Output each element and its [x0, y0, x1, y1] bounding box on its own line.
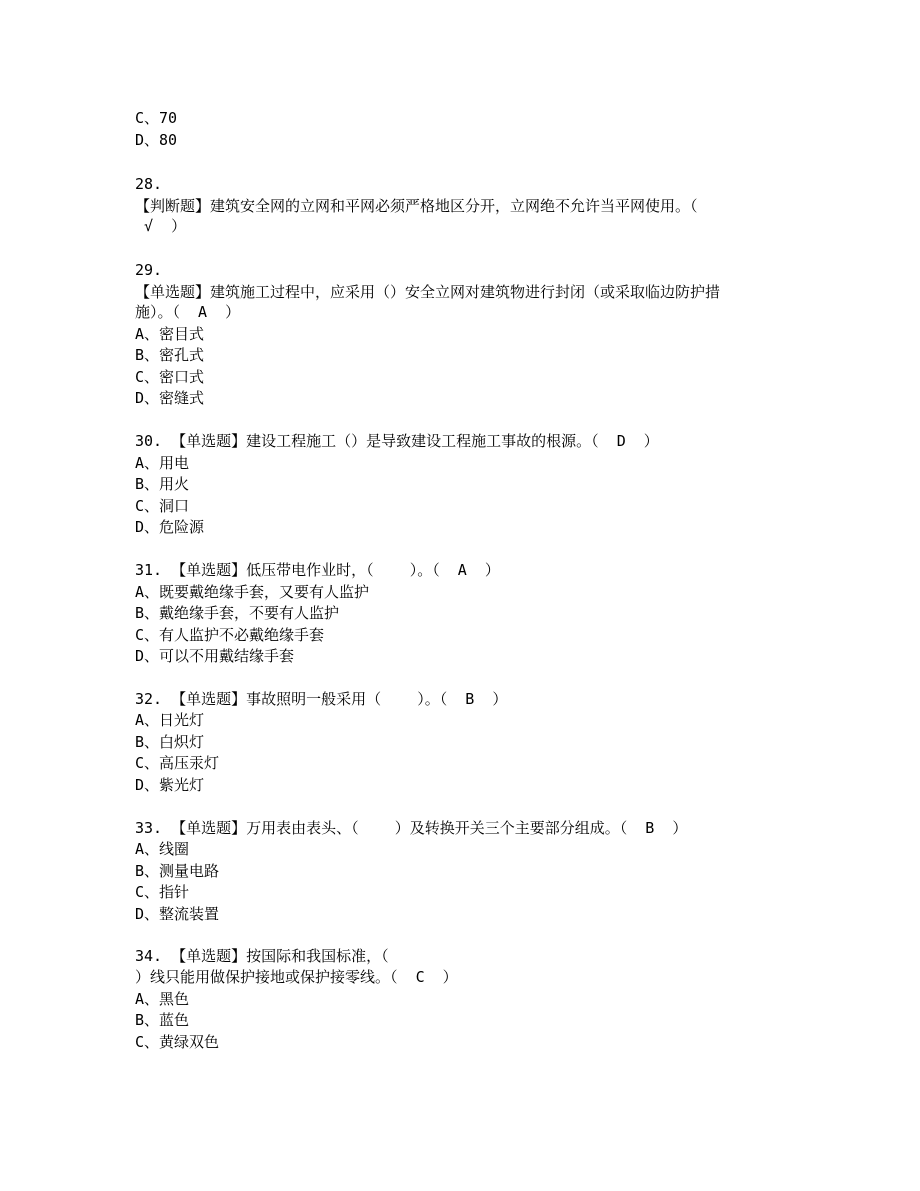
q31-stem: 31. 【单选题】低压带电作业时，（ ）。（ A ） [135, 561, 500, 579]
q30-option-b: B、用火 [135, 475, 190, 493]
q31-option-a: A、既要戴绝缘手套，又要有人监护 [135, 583, 370, 601]
q28-stem-line1: 【判断题】建筑安全网的立网和平网必须严格地区分开，立网绝不允许当平网使用。（ [135, 197, 698, 215]
q31-option-b: B、戴绝缘手套，不要有人监护 [135, 604, 340, 622]
q27-option-d: D、80 [135, 131, 178, 149]
q34-option-b: B、蓝色 [135, 1011, 190, 1029]
q33-option-a: A、线圈 [135, 840, 190, 858]
q33-option-c: C、指针 [135, 883, 190, 901]
q32-option-b: B、白炽灯 [135, 733, 205, 751]
q34-option-c: C、黄绿双色 [135, 1033, 220, 1051]
q32-stem: 32. 【单选题】事故照明一般采用（ ）。（ B ） [135, 690, 508, 708]
q33-option-b: B、测量电路 [135, 862, 220, 880]
q31-option-d: D、可以不用戴结缘手套 [135, 647, 295, 665]
q30-option-a: A、用电 [135, 454, 190, 472]
q29-option-d: D、密缝式 [135, 389, 205, 407]
q31-option-c: C、有人监护不必戴绝缘手套 [135, 626, 325, 644]
q28-number: 28. [135, 175, 163, 193]
q30-option-c: C、洞口 [135, 497, 190, 515]
q29-stem-line2: 施）。（ A ） [135, 303, 241, 321]
q29-option-a: A、密目式 [135, 325, 205, 343]
q30-stem: 30. 【单选题】建设工程施工（）是导致建设工程施工事故的根源。（ D ） [135, 432, 659, 450]
q32-option-a: A、日光灯 [135, 711, 205, 729]
q28-stem-line2: √ ） [135, 217, 187, 235]
q34-option-a: A、黑色 [135, 990, 190, 1008]
q32-option-c: C、高压汞灯 [135, 754, 220, 772]
q29-number: 29. [135, 261, 163, 279]
q29-option-b: B、密孔式 [135, 346, 205, 364]
q34-stem-line2: ）线只能用做保护接地或保护接零线。（ C ） [135, 968, 458, 986]
q33-stem: 33. 【单选题】万用表由表头、（ ）及转换开关三个主要部分组成。（ B ） [135, 819, 688, 837]
q29-option-c: C、密口式 [135, 368, 205, 386]
q33-option-d: D、整流装置 [135, 905, 220, 923]
q32-option-d: D、紫光灯 [135, 776, 205, 794]
q34-stem-line1: 34. 【单选题】按国际和我国标准，（ [135, 947, 389, 965]
q30-option-d: D、危险源 [135, 518, 205, 536]
q29-stem-line1: 【单选题】建筑施工过程中，应采用（）安全立网对建筑物进行封闭（或采取临边防护措 [135, 283, 721, 301]
q27-option-c: C、70 [135, 109, 178, 127]
